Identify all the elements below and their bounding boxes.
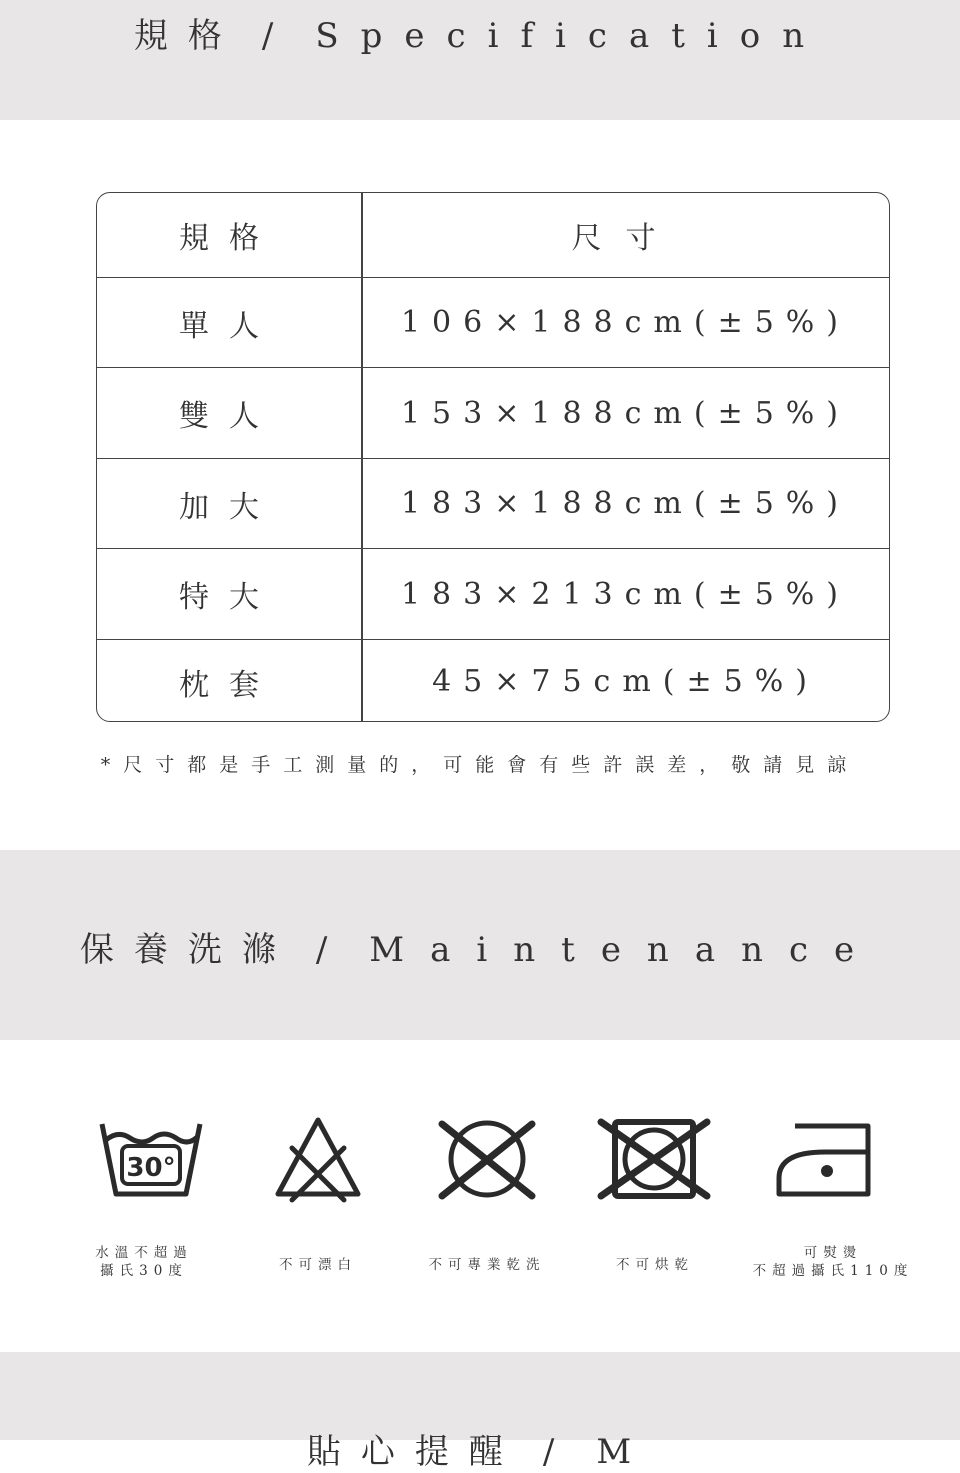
care-label-wash bbox=[60, 1244, 228, 1280]
care-header-band bbox=[0, 850, 960, 1040]
column-divider bbox=[361, 193, 363, 721]
spec-table bbox=[96, 192, 890, 722]
spec-name-cell: 枕套 bbox=[179, 667, 279, 703]
spec-size-cell: 153×188cm(±5%) bbox=[400, 395, 851, 431]
care-label-line: 攝氏30度 bbox=[100, 1263, 188, 1279]
table-row bbox=[97, 459, 889, 549]
spec-name-cell: 加大 bbox=[179, 489, 279, 525]
table-row bbox=[97, 549, 889, 640]
care-title-zh: 保養洗滌 bbox=[79, 930, 296, 970]
spec-size-cell: 45×75cm(±5%) bbox=[432, 664, 819, 699]
care-section-title bbox=[0, 922, 960, 971]
care-label-line: 不超過攝氏110度 bbox=[752, 1263, 914, 1279]
reminder-title-slash: / bbox=[542, 1432, 555, 1472]
no-dry-clean-icon bbox=[436, 1118, 538, 1200]
spec-name-cell: 特大 bbox=[179, 580, 279, 615]
table-row bbox=[97, 368, 889, 459]
no-bleach-icon bbox=[272, 1114, 364, 1202]
spec-size-cell: 183×188cm(±5%) bbox=[400, 486, 851, 521]
size-header-label: 尺寸 bbox=[571, 221, 680, 256]
wash-30-icon bbox=[98, 1118, 204, 1200]
care-label-bleach bbox=[240, 1256, 396, 1274]
care-label-line: 不可漂白 bbox=[279, 1257, 357, 1273]
reminder-header-band bbox=[0, 1352, 960, 1472]
care-label-line: 不可專業乾洗 bbox=[428, 1257, 546, 1273]
measurement-note: *尺寸都是手工測量的，可能會有些許誤差，敬請見諒 bbox=[100, 754, 860, 776]
spec-section-title bbox=[0, 8, 960, 57]
care-label-line: 水溫不超過 bbox=[95, 1245, 193, 1261]
wash-temperature-text: 30° bbox=[126, 1153, 176, 1183]
spec-table-header-row bbox=[97, 193, 889, 278]
care-label-tumble-dry bbox=[580, 1256, 730, 1274]
no-tumble-dry-icon bbox=[597, 1116, 711, 1202]
spec-header-band bbox=[0, 0, 960, 120]
spec-name-cell: 雙人 bbox=[179, 399, 279, 434]
care-label-dry-clean bbox=[400, 1256, 574, 1274]
spec-title-en: Specification bbox=[315, 16, 827, 56]
spec-title-slash: / bbox=[261, 16, 274, 56]
care-title-slash: / bbox=[315, 930, 328, 970]
spec-name-cell: 單人 bbox=[179, 308, 279, 344]
care-label-line: 不可烘乾 bbox=[616, 1257, 694, 1273]
table-row bbox=[97, 278, 889, 368]
care-title-en: Maintenance bbox=[369, 930, 881, 970]
reminder-section-title bbox=[0, 1424, 960, 1473]
care-label-line: 可熨燙 bbox=[803, 1245, 863, 1261]
spec-size-cell: 183×213cm(±5%) bbox=[400, 576, 851, 612]
reminder-title-en: M bbox=[596, 1432, 654, 1472]
spec-title-zh: 規格 bbox=[133, 16, 242, 56]
spec-size-cell: 106×188cm(±5%) bbox=[400, 305, 851, 340]
iron-icon bbox=[775, 1122, 873, 1198]
table-row bbox=[97, 640, 889, 723]
reminder-title-zh: 貼心提醒 bbox=[306, 1432, 523, 1472]
spec-header-label: 規格 bbox=[179, 221, 279, 256]
care-label-iron bbox=[728, 1244, 938, 1280]
